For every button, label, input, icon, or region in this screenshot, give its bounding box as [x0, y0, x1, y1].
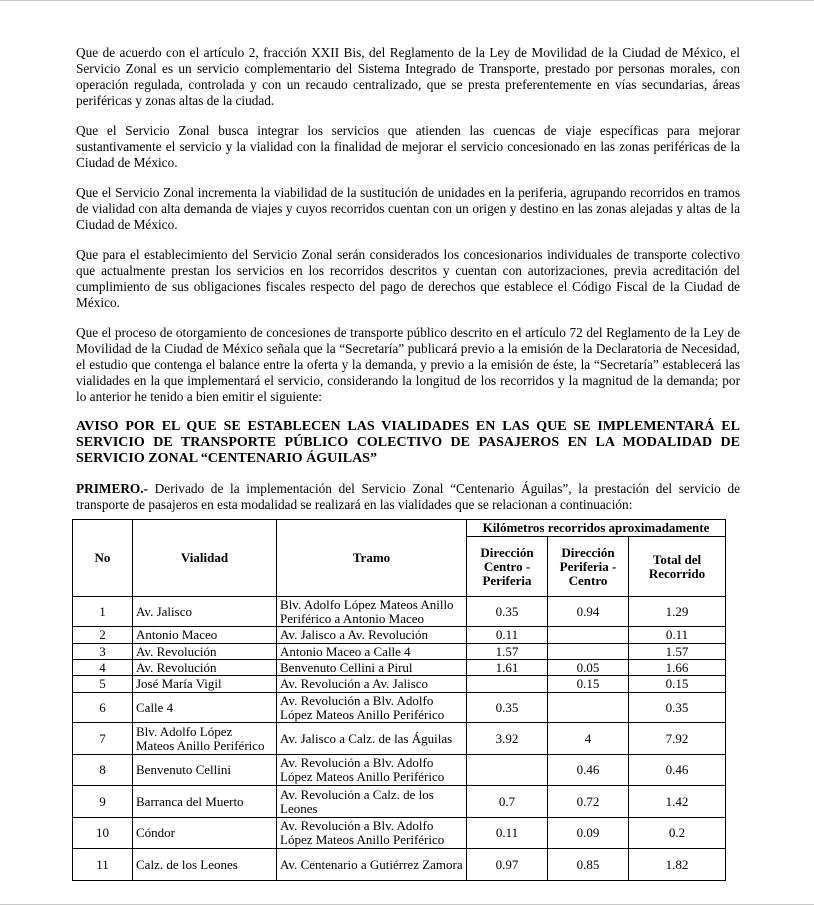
cell-no: 2: [73, 627, 133, 644]
table-row: [73, 627, 726, 644]
cell-no: 7: [73, 723, 133, 755]
cell-centro-periferia: 0.35: [467, 597, 548, 627]
header-no: No: [73, 520, 133, 597]
cell-centro-periferia: [467, 755, 548, 786]
header-vialidad: Vialidad: [133, 520, 277, 597]
cell-vialidad: Benvenuto Cellini: [133, 755, 277, 786]
table-row: [73, 597, 726, 627]
cell-tramo: Benvenuto Cellini a Pirul: [277, 660, 467, 676]
paragraph-3: Que el Servicio Zonal incrementa la viabilidad de la sustitución de unidades en la periferia, agrupando recorridos en tramos de vialidad con alta demanda de viajes y cuyos recorridos cuentan con un origen y destino en las zonas alejadas y altas de la Ciudad de México.: [76, 185, 740, 232]
primero-label: PRIMERO.-: [76, 481, 149, 496]
cell-total: 0.35: [629, 693, 726, 723]
cell-no: 10: [73, 818, 133, 849]
cell-periferia-centro: 0.94: [548, 597, 629, 627]
cell-vialidad: Calz. de los Leones: [133, 849, 277, 881]
cell-vialidad: Cóndor: [133, 818, 277, 849]
routes-table: [72, 519, 726, 881]
paragraph-4: Que para el establecimiento del Servicio Zonal serán considerados los concesionarios individuales de transporte colectivo que actualmente prestan los servicios en los recorridos descritos y cuentan con autorizaciones, previa acreditación del cumplimiento de sus obligaciones fiscales respecto del pago de derechos que establece el Código Fiscal de la Ciudad de México.: [76, 247, 740, 310]
cell-tramo: Av. Revolución a Blv. Adolfo López Mateos Anillo Periférico: [277, 755, 467, 786]
cell-tramo: Av. Revolución a Blv. Adolfo López Mateos Anillo Periférico: [277, 693, 467, 723]
cell-tramo: Av. Jalisco a Av. Revolución: [277, 627, 467, 644]
cell-periferia-centro: 0.05: [548, 660, 629, 676]
cell-no: 5: [73, 676, 133, 693]
table-row: [73, 818, 726, 849]
cell-total: 0.11: [629, 627, 726, 644]
cell-vialidad: Calle 4: [133, 693, 277, 723]
cell-vialidad: Antonio Maceo: [133, 627, 277, 644]
cell-no: 1: [73, 597, 133, 627]
cell-no: 8: [73, 755, 133, 786]
cell-centro-periferia: 0.11: [467, 818, 548, 849]
cell-total: 1.57: [629, 644, 726, 660]
cell-no: 9: [73, 786, 133, 818]
cell-periferia-centro: [548, 693, 629, 723]
cell-periferia-centro: [548, 627, 629, 644]
cell-vialidad: José María Vigil: [133, 676, 277, 693]
cell-centro-periferia: 0.7: [467, 786, 548, 818]
cell-no: 11: [73, 849, 133, 881]
cell-tramo: Av. Revolución a Calz. de los Leones: [277, 786, 467, 818]
cell-periferia-centro: 4: [548, 723, 629, 755]
cell-periferia-centro: 0.72: [548, 786, 629, 818]
table-row: [73, 693, 726, 723]
cell-centro-periferia: 0.97: [467, 849, 548, 881]
table-row: [73, 849, 726, 881]
cell-total: 1.29: [629, 597, 726, 627]
cell-total: 0.15: [629, 676, 726, 693]
cell-periferia-centro: 0.09: [548, 818, 629, 849]
cell-centro-periferia: 0.11: [467, 627, 548, 644]
cell-periferia-centro: 0.15: [548, 676, 629, 693]
cell-total: 0.46: [629, 755, 726, 786]
cell-periferia-centro: 0.46: [548, 755, 629, 786]
header-periferia-centro: Dirección Periferia - Centro: [548, 537, 629, 597]
cell-vialidad: Blv. Adolfo López Mateos Anillo Periférico: [133, 723, 277, 755]
paragraph-1: Que de acuerdo con el artículo 2, fracción XXII Bis, del Reglamento de la Ley de Movilidad de la Ciudad de México, el Servicio Zonal es un servicio complementario del Sistema Integrado de Transporte, prestado por personas morales, con operación regulada, controlada y con un recaudo centralizado, que se presta preferentemente en vías secundarias, áreas periféricas y zonas altas de la ciudad.: [76, 45, 740, 108]
cell-tramo: Blv. Adolfo López Mateos Anillo Periférico a Antonio Maceo: [277, 597, 467, 627]
cell-vialidad: Av. Revolución: [133, 644, 277, 660]
cell-centro-periferia: [467, 676, 548, 693]
header-total: Total del Recorrido: [629, 537, 726, 597]
cell-tramo: Av. Jalisco a Calz. de las Águilas: [277, 723, 467, 755]
document-body: [76, 45, 740, 527]
cell-vialidad: Av. Jalisco: [133, 597, 277, 627]
cell-tramo: Av. Revolución a Blv. Adolfo López Mateos Anillo Periférico: [277, 818, 467, 849]
paragraph-2: Que el Servicio Zonal busca integrar los servicios que atienden las cuencas de viaje específicas para mejorar sustantivamente el servicio y la vialidad con la finalidad de mejorar el servicio concesionado en las zonas periféricas de la Ciudad de México.: [76, 123, 740, 170]
top-divider: [0, 0, 814, 1]
header-km-group: Kilómetros recorridos aproximadamente: [467, 520, 726, 537]
cell-total: 7.92: [629, 723, 726, 755]
cell-tramo: Antonio Maceo a Calle 4: [277, 644, 467, 660]
cell-no: 6: [73, 693, 133, 723]
cell-vialidad: Barranca del Muerto: [133, 786, 277, 818]
notice-heading: AVISO POR EL QUE SE ESTABLECEN LAS VIALIDADES EN LAS QUE SE IMPLEMENTARÁ EL SERVICIO DE TRANSPORTE PÚBLICO COLECTIVO DE PASAJEROS EN LA MODALIDAD DE SERVICIO ZONAL “CENTENARIO ÁGUILAS”: [76, 419, 740, 466]
cell-no: 3: [73, 644, 133, 660]
cell-total: 0.2: [629, 818, 726, 849]
cell-centro-periferia: 0.35: [467, 693, 548, 723]
primero-text: Derivado de la implementación del Servicio Zonal “Centenario Águilas”, la prestación del servicio de transporte de pasajeros en esta modalidad se realizará en las vialidades que se relacionan a continuación:: [76, 481, 740, 512]
cell-centro-periferia: 1.61: [467, 660, 548, 676]
cell-total: 1.66: [629, 660, 726, 676]
table-row: [73, 660, 726, 676]
cell-centro-periferia: 3.92: [467, 723, 548, 755]
table-row: [73, 723, 726, 755]
cell-total: 1.42: [629, 786, 726, 818]
cell-periferia-centro: 0.85: [548, 849, 629, 881]
cell-centro-periferia: 1.57: [467, 644, 548, 660]
primero-paragraph: [76, 481, 740, 513]
table-row: [73, 676, 726, 693]
paragraph-5: Que el proceso de otorgamiento de concesiones de transporte público descrito en el artículo 72 del Reglamento de la Ley de Movilidad de la Ciudad de México señala que la “Secretaría” publicará previo a la emisión de la Declaratoria de Necesidad, el estudio que contenga el balance entre la oferta y la demanda, y previo a la emisión de éste, la “Secretaría” establecerá las vialidades en la que implementará el servicio, considerando la longitud de los recorridos y la magnitud de la demanda; por lo anterior he tenido a bien emitir el siguiente:: [76, 325, 740, 404]
cell-periferia-centro: [548, 644, 629, 660]
table-row: [73, 644, 726, 660]
header-centro-periferia: Dirección Centro - Periferia: [467, 537, 548, 597]
table-row: [73, 786, 726, 818]
cell-no: 4: [73, 660, 133, 676]
cell-vialidad: Av. Revolución: [133, 660, 277, 676]
header-tramo: Tramo: [277, 520, 467, 597]
table-body: [73, 597, 726, 881]
table-row: [73, 755, 726, 786]
cell-tramo: Av. Revolución a Av. Jalisco: [277, 676, 467, 693]
cell-tramo: Av. Centenario a Gutiérrez Zamora: [277, 849, 467, 881]
cell-total: 1.82: [629, 849, 726, 881]
